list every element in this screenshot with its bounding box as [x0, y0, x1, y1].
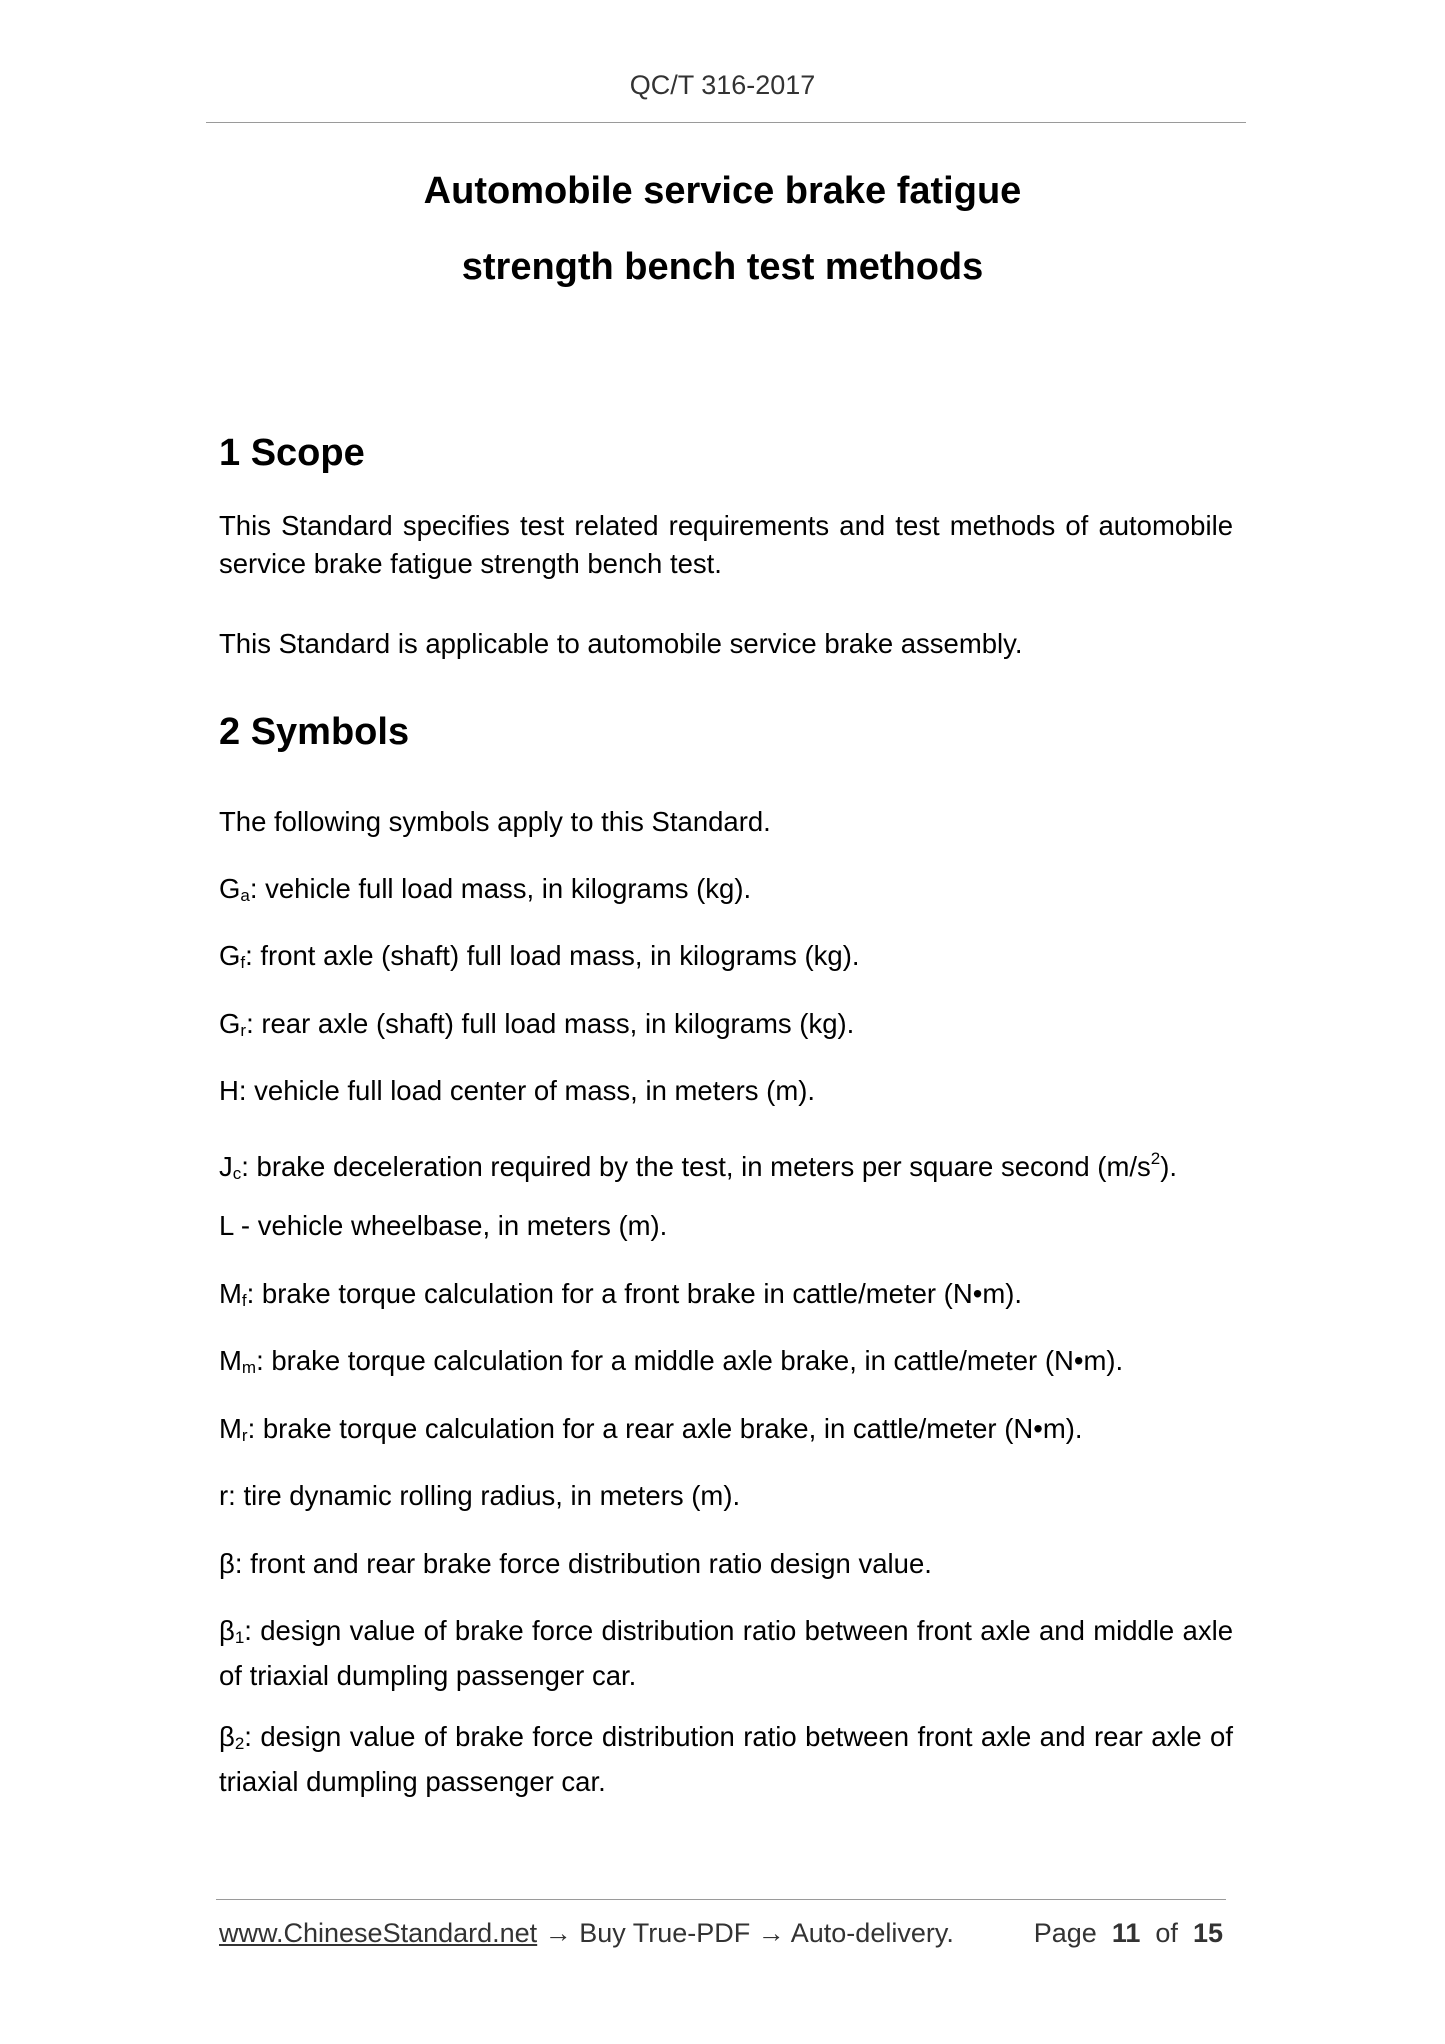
symbol-item: L - vehicle wheelbase, in meters (m).	[219, 1210, 668, 1241]
symbol-item: Mf: brake torque calculation for a front brake in cattle/meter (N•m).	[219, 1278, 1023, 1310]
auto-delivery-text: Auto-delivery.	[790, 1918, 954, 1948]
total-pages-number: 15	[1192, 1918, 1223, 1948]
symbols-intro: The following symbols apply to this Standard.	[219, 806, 771, 837]
scope-paragraph-2: This Standard is applicable to automobile service brake assembly.	[219, 628, 1023, 659]
chinesestandard-link[interactable]: www.ChineseStandard.net	[219, 1918, 538, 1948]
symbol-item: β: front and rear brake force distribution ratio design value.	[219, 1548, 932, 1579]
document-title-line-2: strength bench test methods	[461, 246, 984, 288]
symbol-item: Ga: vehicle full load mass, in kilograms (kg).	[219, 873, 752, 905]
arrow-right-icon: →	[750, 1918, 791, 1948]
symbol-item: Mr: brake torque calculation for a rear axle brake, in cattle/meter (N•m).	[219, 1413, 1083, 1445]
symbol-item: Mm: brake torque calculation for a middle axle brake, in cattle/meter (N•m).	[219, 1345, 1124, 1377]
of-label: of	[1155, 1918, 1178, 1948]
buy-true-pdf-text: Buy True-PDF	[579, 1918, 751, 1948]
symbol-item: r: tire dynamic rolling radius, in meters (m).	[219, 1480, 741, 1511]
section-heading-symbols: 2 Symbols	[219, 711, 410, 753]
scope-paragraph-1: This Standard specifies test related requirements and test methods of automobile service brake fatigue strength bench test.	[219, 510, 1233, 579]
document-title-line-1: Automobile service brake fatigue	[423, 170, 1022, 212]
current-page-number: 11	[1111, 1918, 1141, 1948]
symbol-item: β2: design value of brake force distribution ratio between front axle and rear axle of triaxial dumpling passenger car.	[219, 1721, 1233, 1797]
symbol-item: Gf: front axle (shaft) full load mass, in kilograms (kg).	[219, 940, 860, 972]
footer-promo	[219, 1918, 954, 1949]
footer-divider	[216, 1899, 1226, 1900]
symbol-item: β1: design value of brake force distribution ratio between front axle and middle axle of triaxial dumpling passenger car.	[219, 1615, 1233, 1691]
symbol-item: Gr: rear axle (shaft) full load mass, in kilograms (kg).	[219, 1008, 855, 1040]
symbol-item: H: vehicle full load center of mass, in meters (m).	[219, 1075, 816, 1106]
page-label: Page	[1033, 1918, 1097, 1948]
arrow-right-icon: →	[537, 1918, 580, 1948]
document-code-header: QC/T 316-2017	[629, 70, 816, 100]
section-heading-scope: 1 Scope	[219, 432, 365, 474]
header-divider	[206, 122, 1246, 123]
page-indicator	[1034, 1918, 1223, 1949]
symbol-item: Jc: brake deceleration required by the test, in meters per square second $(m/s^2)$.	[219, 1149, 1178, 1183]
